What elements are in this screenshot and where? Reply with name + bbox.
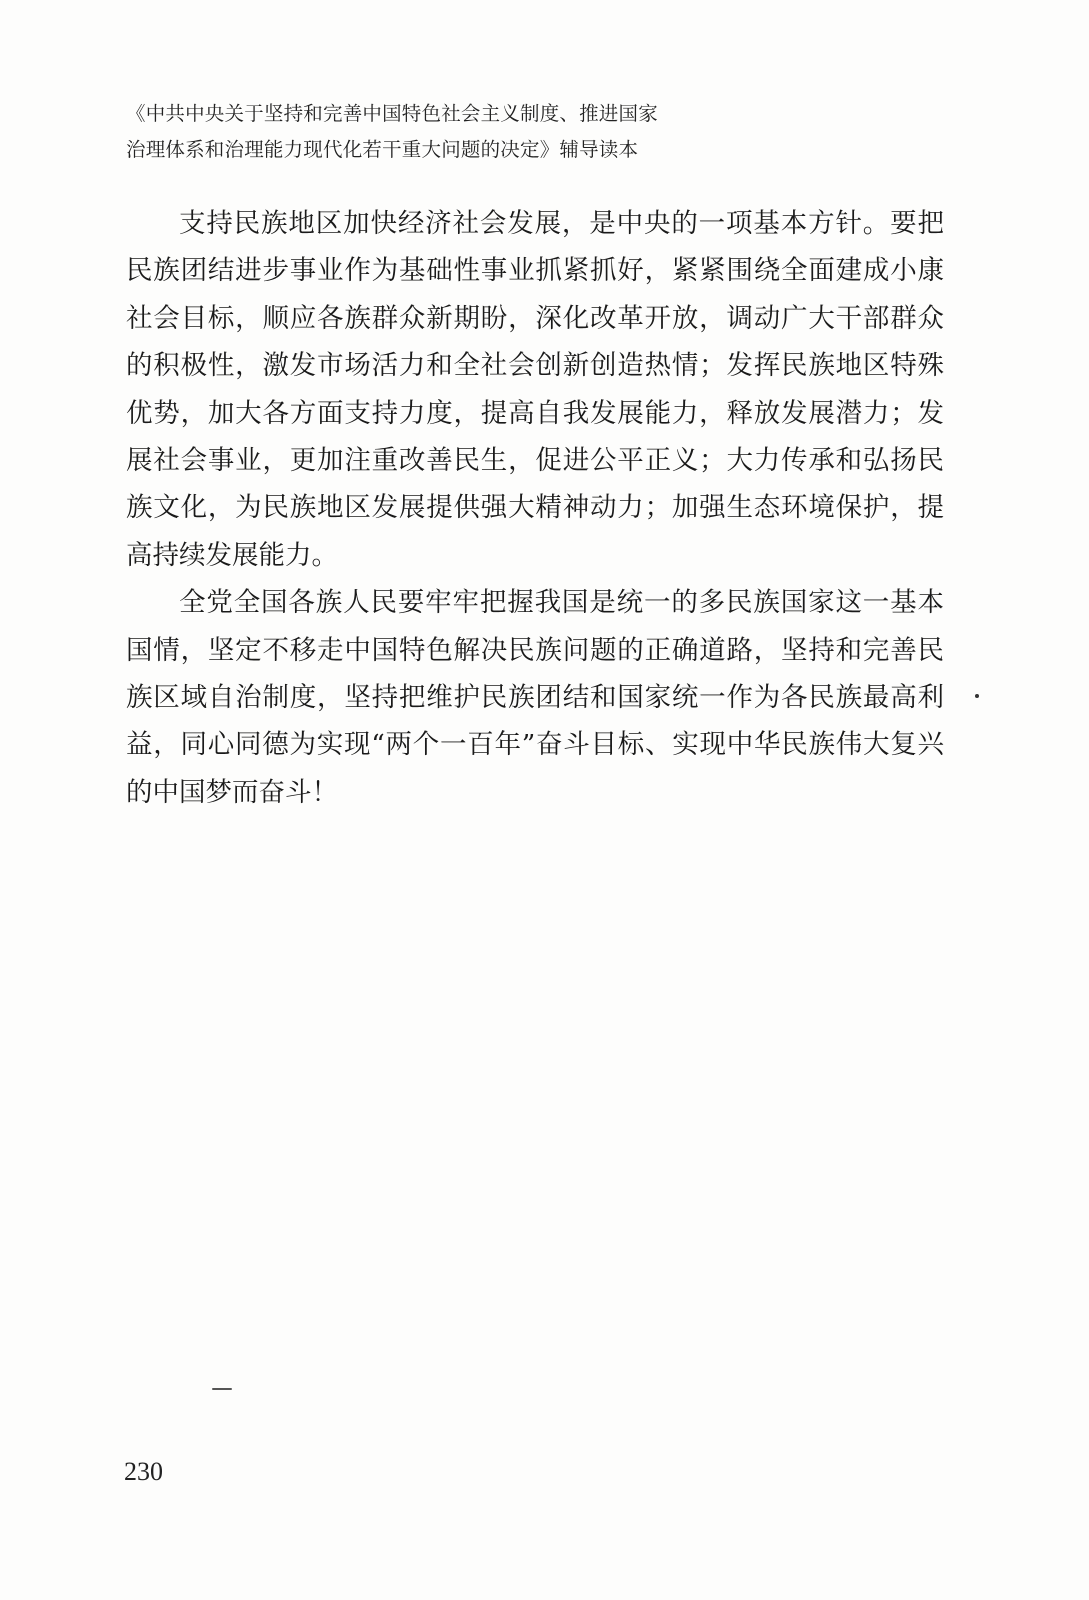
running-header-line-2: 治理体系和治理能力现代化若干重大问题的决定》辅导读本 [126,138,639,161]
scan-dash [212,1388,232,1390]
running-header-line-1: 《中共中央关于坚持和完善中国特色社会主义制度、推进国家 [126,102,658,125]
paragraph: 支持民族地区加快经济社会发展，是中央的一项基本方针。要把民族团结进步事业作为基础性事业抓紧抓好，紧紧围绕全面建成小康社会目标，顺应各族群众新期盼，深化改革开放，调动广大干部群众的积极性，激发市场活力和全社会创新创造热情；发挥民族地区特殊优势，加大各方面支持力度，提高自我发展能力，释放发展潜力；发展社会事业，更加注重改善民生，促进公平正义；大力传承和弘扬民族文化，为民族地区发展提供强大精神动力；加强生态环境保护，提高持续发展能力。 [126,208,944,571]
body-text [126,200,944,816]
page-number: 230 [124,1457,163,1486]
scan-speck [975,694,979,698]
paragraph: 全党全国各族人民要牢牢把握我国是统一的多民族国家这一基本国情，坚定不移走中国特色解决民族问题的正确道路，坚持和完善民族区域自治制度，坚持把维护民族团结和国家统一作为各民族最高利益，同心同德为实现“两个一百年”奋斗目标、实现中华民族伟大复兴的中国梦而奋斗！ [126,587,944,808]
running-header [126,96,726,168]
